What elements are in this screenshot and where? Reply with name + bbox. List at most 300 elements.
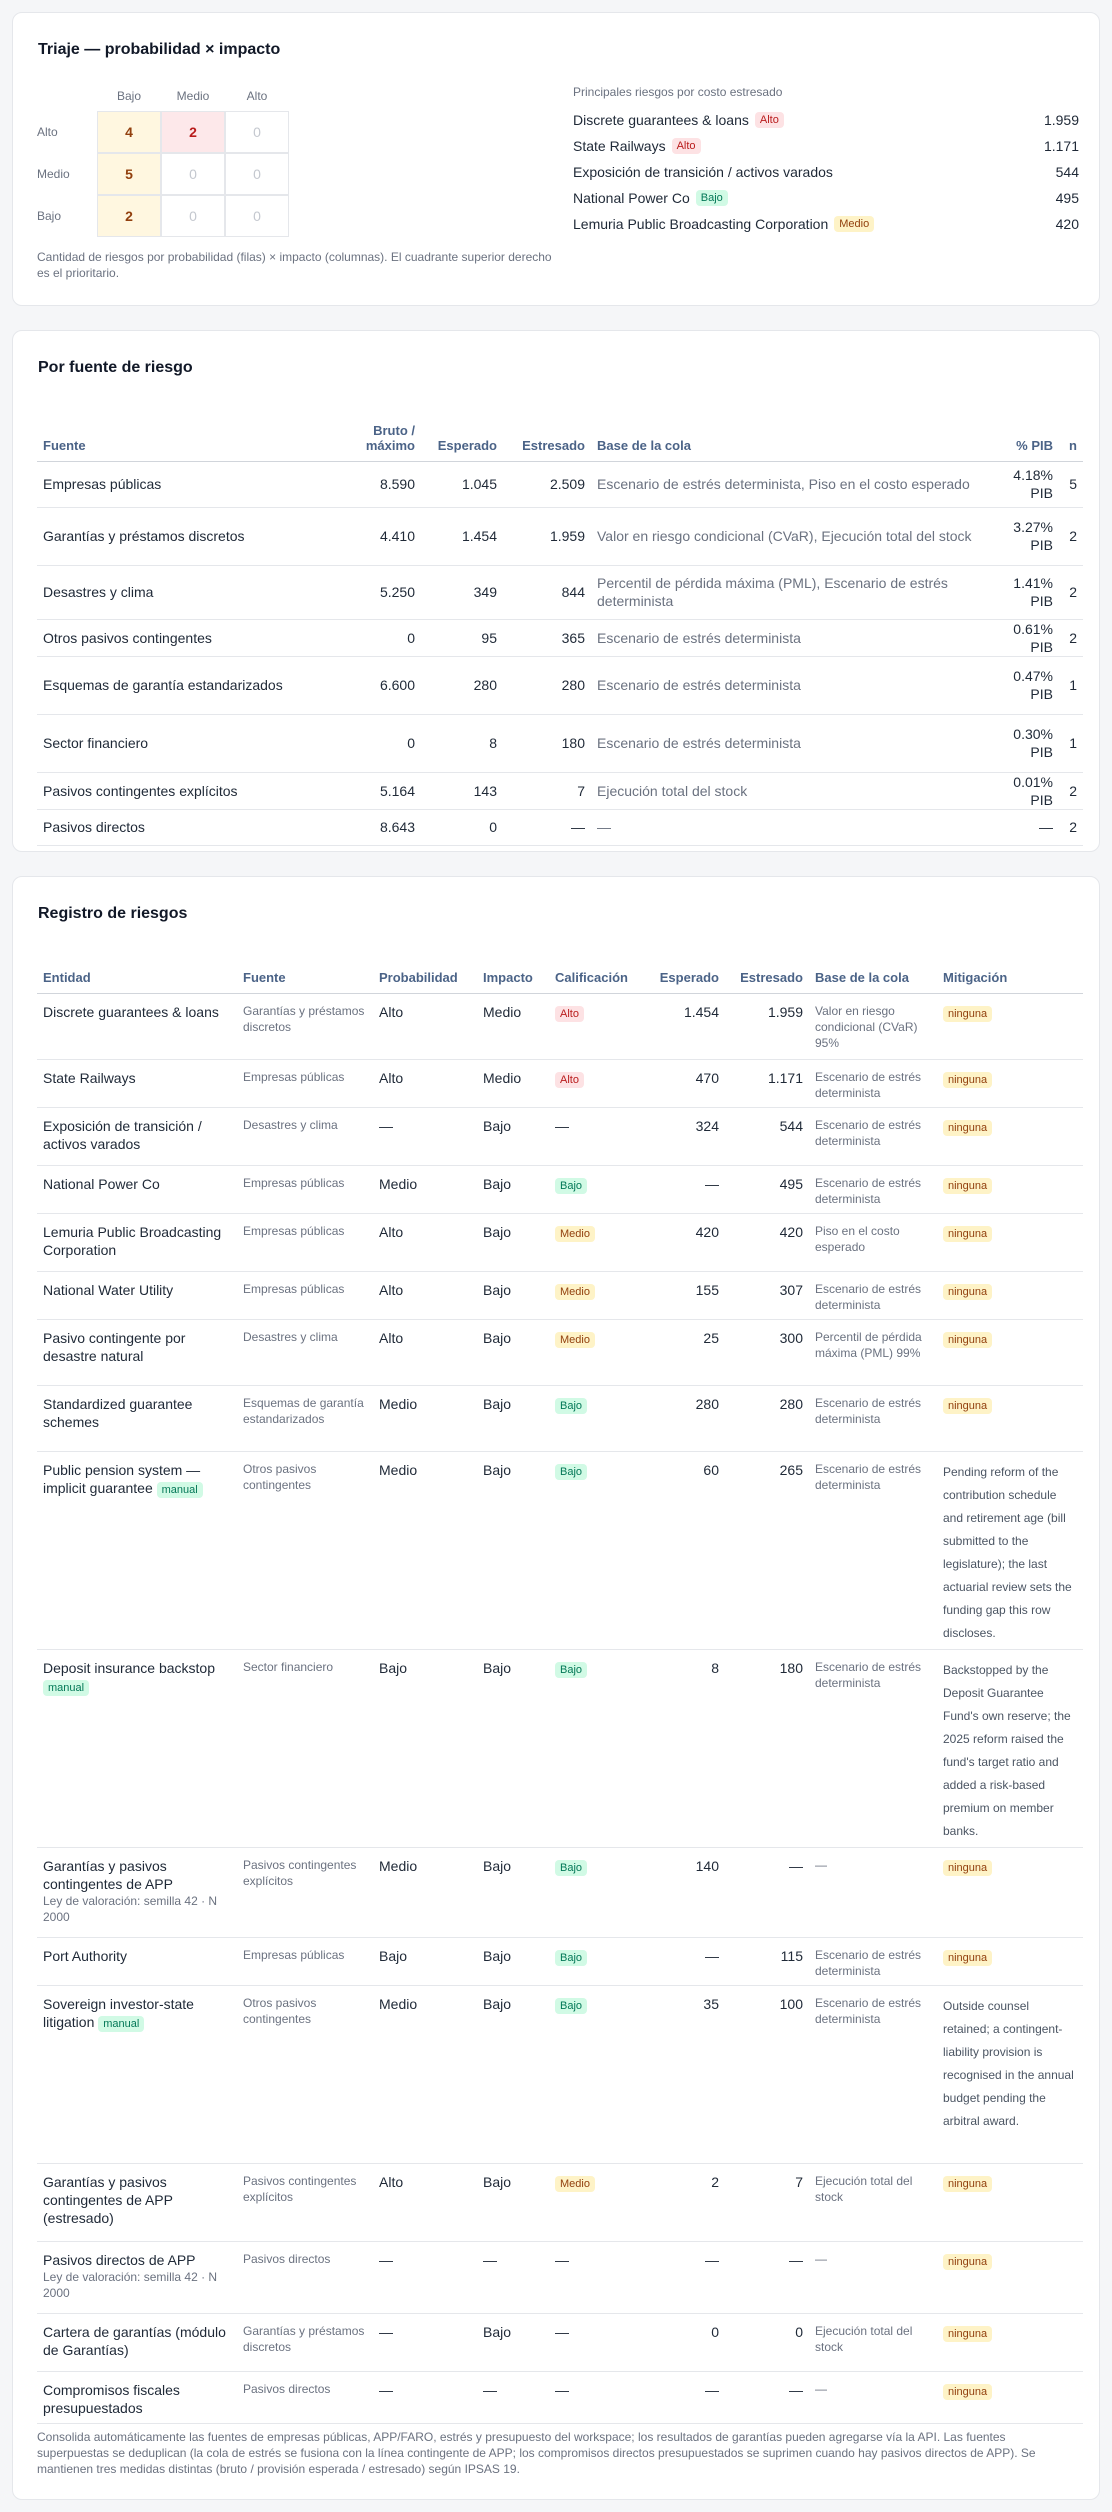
- top-risk-label: [573, 216, 874, 232]
- entity-name: Standardized guarantee schemes: [43, 1395, 193, 1430]
- table-row: [37, 565, 1083, 619]
- cell-estresado: 495: [725, 1165, 809, 1213]
- cell-mitigacion: [937, 993, 1083, 1059]
- rating-badge: Bajo: [555, 1662, 587, 1678]
- rating-badge: Bajo: [696, 190, 728, 206]
- table-row: [37, 2371, 1083, 2423]
- cell-impacto: Bajo: [477, 1213, 549, 1271]
- cell-impacto: Medio: [477, 993, 549, 1059]
- cell-fuente: [237, 2241, 373, 2313]
- cell-esperado: 143: [421, 772, 503, 809]
- cell-probabilidad: —: [373, 2371, 477, 2423]
- col-header-base: Base de la cola: [591, 417, 981, 461]
- mitigation-badge: ninguna: [943, 1332, 992, 1348]
- cell-fuente: [237, 1385, 373, 1451]
- entity-name: Cartera de garantías (módulo de Garantías): [43, 2323, 226, 2358]
- table-row: [37, 2241, 1083, 2313]
- cell-calificacion: [549, 2371, 645, 2423]
- cell-n: 2: [1059, 809, 1083, 845]
- cell-esperado: 95: [421, 619, 503, 656]
- rating-badge: Medio: [834, 216, 874, 232]
- cell-base: [809, 1059, 937, 1107]
- cell-fuente: [237, 1271, 373, 1319]
- manual-badge: manual: [43, 1680, 89, 1696]
- cell-calificacion: [549, 1319, 645, 1385]
- matrix-cell: 4: [97, 111, 161, 153]
- cell-probabilidad: Medio: [373, 1847, 477, 1937]
- source-name: Pasivos contingentes explícitos: [243, 2173, 357, 2204]
- cell-base: [809, 1271, 937, 1319]
- table-row: [37, 1271, 1083, 1319]
- cell-esperado: 280: [645, 1385, 725, 1451]
- cell-estresado: 365: [503, 619, 591, 656]
- tail-basis: Percentil de pérdida máxima (PML) 99%: [815, 1329, 922, 1360]
- cell-pib: 0.47% PIB: [981, 656, 1059, 714]
- cell-impacto: Bajo: [477, 1319, 549, 1385]
- top-risk-name: State Railways: [573, 138, 666, 154]
- cell-estresado: 1.171: [725, 1059, 809, 1107]
- cell-calificacion: [549, 2241, 645, 2313]
- cell-fuente: [237, 1213, 373, 1271]
- cell-bruto: 0: [337, 619, 421, 656]
- cell-impacto: —: [477, 2241, 549, 2313]
- cell-fuente: Empresas públicas: [37, 461, 337, 507]
- cell-base: [809, 1213, 937, 1271]
- mitigation-badge: ninguna: [943, 2384, 992, 2400]
- top-risk-label: [573, 138, 701, 154]
- cell-base: [809, 993, 937, 1059]
- tail-basis: Escenario de estrés determinista: [815, 1069, 922, 1100]
- rating-badge: Bajo: [555, 1178, 587, 1194]
- cell-mitigacion: [937, 1385, 1083, 1451]
- cell-fuente: [237, 1649, 373, 1847]
- cell-impacto: Bajo: [477, 1985, 549, 2163]
- cell-probabilidad: Medio: [373, 1985, 477, 2163]
- table-row: [37, 1165, 1083, 1213]
- matrix-col-header: Medio: [176, 89, 210, 103]
- tail-basis: Escenario de estrés determinista: [815, 1281, 922, 1312]
- col-header-base: Base de la cola: [809, 955, 937, 993]
- top-risk-value: 495: [1055, 190, 1079, 206]
- cell-n: 2: [1059, 565, 1083, 619]
- entity-name: Exposición de transición / activos varados: [43, 1117, 202, 1152]
- cell-pib: 0.61% PIB: [981, 619, 1059, 656]
- table-row: [37, 714, 1083, 772]
- tail-basis: Escenario de estrés determinista: [815, 1947, 922, 1978]
- table-row: [37, 461, 1083, 507]
- cell-estresado: 1.959: [503, 507, 591, 565]
- cell-estresado: 420: [725, 1213, 809, 1271]
- cell-probabilidad: Bajo: [373, 1649, 477, 1847]
- cell-impacto: Bajo: [477, 1107, 549, 1165]
- cell-probabilidad: —: [373, 2313, 477, 2371]
- cell-base: Ejecución total del stock: [591, 772, 981, 809]
- cell-n: 2: [1059, 507, 1083, 565]
- cell-estresado: 307: [725, 1271, 809, 1319]
- cell-base: [809, 1451, 937, 1649]
- cell-estresado: —: [725, 2371, 809, 2423]
- cell-base: Percentil de pérdida máxima (PML), Escenario de estrés determinista: [591, 565, 981, 619]
- cell-esperado: 470: [645, 1059, 725, 1107]
- cell-pib: 1.41% PIB: [981, 565, 1059, 619]
- cell-calificacion: [549, 1985, 645, 2163]
- rating-badge: Alto: [555, 1006, 584, 1022]
- cell-calificacion: [549, 2163, 645, 2241]
- cell-fuente: [237, 1165, 373, 1213]
- source-name: Sector financiero: [243, 1659, 334, 1674]
- cell-base: Valor en riesgo condicional (CVaR), Ejecución total del stock: [591, 507, 981, 565]
- cell-n: 1: [1059, 656, 1083, 714]
- matrix-caption: Cantidad de riesgos por probabilidad (filas) × impacto (columnas). El cuadrante superior derecho es el prioritario.: [37, 250, 552, 280]
- cell-base: [809, 2241, 937, 2313]
- cell-fuente: [237, 2371, 373, 2423]
- cell-entidad: [37, 1271, 237, 1319]
- tail-basis: Escenario de estrés determinista: [815, 1117, 922, 1148]
- table-row: [37, 1107, 1083, 1165]
- cell-calificacion: [549, 1271, 645, 1319]
- cell-esperado: —: [645, 2371, 725, 2423]
- source-name: Pasivos directos: [243, 2381, 331, 2396]
- cell-entidad: [37, 1937, 237, 1985]
- cell-fuente: Esquemas de garantía estandarizados: [37, 656, 337, 714]
- rating-badge: —: [555, 2381, 569, 2398]
- mitigation-text: Backstopped by the Deposit Guarantee Fund's own reserve; the 2025 reform raised the fund's target ratio and added a risk-based premium on member banks.: [943, 1662, 1071, 1838]
- cell-n: 1: [1059, 714, 1083, 772]
- cell-fuente: [237, 1985, 373, 2163]
- cell-calificacion: [549, 1451, 645, 1649]
- cell-impacto: Bajo: [477, 1165, 549, 1213]
- top-risk-item: [573, 133, 1079, 159]
- cell-fuente: [237, 1847, 373, 1937]
- cell-fuente: [237, 1451, 373, 1649]
- source-name: Empresas públicas: [243, 1069, 345, 1084]
- cell-entidad: [37, 1107, 237, 1165]
- cell-base: Escenario de estrés determinista: [591, 714, 981, 772]
- cell-impacto: Bajo: [477, 2313, 549, 2371]
- cell-esperado: 8: [645, 1649, 725, 1847]
- cell-esperado: 420: [645, 1213, 725, 1271]
- cell-fuente: Pasivos contingentes explícitos: [37, 772, 337, 809]
- table-row: [37, 1319, 1083, 1385]
- cell-impacto: Bajo: [477, 1451, 549, 1649]
- table-row: [37, 619, 1083, 656]
- cell-entidad: [37, 1059, 237, 1107]
- cell-entidad: [37, 1847, 237, 1937]
- triage-card: [12, 12, 1100, 306]
- source-title: Por fuente de riesgo: [38, 359, 193, 376]
- col-header-bruto: Bruto / máximo: [337, 417, 421, 461]
- source-name: Empresas públicas: [243, 1223, 345, 1238]
- table-row: [37, 1451, 1083, 1649]
- entity-name: Public pension system — implicit guarantee: [43, 1461, 201, 1496]
- matrix-cell: 0: [225, 111, 289, 153]
- mitigation-badge: ninguna: [943, 2254, 992, 2270]
- cell-base: [809, 1107, 937, 1165]
- cell-fuente: Pasivos directos: [37, 809, 337, 845]
- mitigation-badge: ninguna: [943, 1398, 992, 1414]
- cell-esperado: 280: [421, 656, 503, 714]
- cell-probabilidad: Alto: [373, 2163, 477, 2241]
- cell-pib: 3.27% PIB: [981, 507, 1059, 565]
- top-risk-label: [573, 190, 728, 206]
- table-row: [37, 1847, 1083, 1937]
- table-row: [37, 1059, 1083, 1107]
- cell-estresado: 180: [503, 714, 591, 772]
- cell-pib: 0.01% PIB: [981, 772, 1059, 809]
- rating-badge: Bajo: [555, 1860, 587, 1876]
- cell-esperado: 349: [421, 565, 503, 619]
- entity-name: Pasivos directos de APP: [43, 2251, 196, 2268]
- entity-name: Discrete guarantees & loans: [43, 1003, 219, 1020]
- cell-estresado: 544: [725, 1107, 809, 1165]
- cell-base: [809, 2313, 937, 2371]
- cell-esperado: 140: [645, 1847, 725, 1937]
- rating-badge: Medio: [555, 1284, 595, 1300]
- source-name: Pasivos contingentes explícitos: [243, 1857, 357, 1888]
- entity-name: Pasivo contingente por desastre natural: [43, 1329, 186, 1364]
- cell-esperado: 35: [645, 1985, 725, 2163]
- cell-esperado: 1.045: [421, 461, 503, 507]
- source-name: Empresas públicas: [243, 1175, 345, 1190]
- rating-badge: Medio: [555, 2176, 595, 2192]
- cell-mitigacion: [937, 2163, 1083, 2241]
- cell-entidad: [37, 1649, 237, 1847]
- entity-name: National Water Utility: [43, 1281, 174, 1298]
- entity-name: Lemuria Public Broadcasting Corporation: [43, 1223, 222, 1258]
- col-header-fuente: Fuente: [237, 955, 373, 993]
- mitigation-badge: ninguna: [943, 1120, 992, 1136]
- matrix-row-header: Medio: [37, 167, 70, 181]
- cell-base: [809, 1165, 937, 1213]
- cell-entidad: [37, 1319, 237, 1385]
- cell-base: Escenario de estrés determinista, Piso en el costo esperado: [591, 461, 981, 507]
- rating-badge: Alto: [672, 138, 701, 154]
- matrix-row-header: Bajo: [37, 209, 62, 223]
- rating-badge: Bajo: [555, 1950, 587, 1966]
- top-risk-item: [573, 107, 1079, 133]
- source-name: Empresas públicas: [243, 1281, 345, 1296]
- source-name: Garantías y préstamos discretos: [243, 2323, 365, 2354]
- matrix-cell: 2: [161, 111, 225, 153]
- mitigation-badge: ninguna: [943, 1284, 992, 1300]
- top-risk-name: Exposición de transición / activos varados: [573, 164, 833, 180]
- cell-fuente: [237, 2313, 373, 2371]
- table-row: [37, 1985, 1083, 2163]
- rating-badge: Bajo: [555, 1464, 587, 1480]
- cell-esperado: 2: [645, 2163, 725, 2241]
- cell-bruto: 5.250: [337, 565, 421, 619]
- top-risk-label: [573, 112, 784, 128]
- col-header-mitigacion: Mitigación: [937, 955, 1083, 993]
- cell-impacto: Bajo: [477, 1937, 549, 1985]
- top-risk-item: [573, 185, 1079, 211]
- entity-name: Port Authority: [43, 1947, 128, 1964]
- table-row: [37, 1213, 1083, 1271]
- top-risk-value: 420: [1055, 216, 1079, 232]
- cell-estresado: 100: [725, 1985, 809, 2163]
- matrix-cell: 0: [161, 153, 225, 195]
- cell-impacto: Bajo: [477, 1847, 549, 1937]
- triage-title: Triaje — probabilidad × impacto: [38, 41, 281, 58]
- cell-probabilidad: Alto: [373, 993, 477, 1059]
- cell-fuente: Sector financiero: [37, 714, 337, 772]
- cell-calificacion: [549, 2313, 645, 2371]
- cell-esperado: 155: [645, 1271, 725, 1319]
- valuation-law: Ley de valoración: semilla 42 · N 2000: [43, 1893, 218, 1924]
- cell-estresado: 0: [725, 2313, 809, 2371]
- cell-base: [809, 1937, 937, 1985]
- cell-esperado: —: [645, 2241, 725, 2313]
- cell-fuente: [237, 1937, 373, 1985]
- cell-esperado: 8: [421, 714, 503, 772]
- entity-name: Compromisos fiscales presupuestados: [43, 2381, 180, 2416]
- cell-estresado: 7: [725, 2163, 809, 2241]
- source-name: Garantías y préstamos discretos: [243, 1003, 365, 1034]
- cell-entidad: [37, 2371, 237, 2423]
- top-risks-list: [573, 85, 1079, 237]
- cell-mitigacion: [937, 1165, 1083, 1213]
- tail-basis: Escenario de estrés determinista: [815, 1995, 922, 2026]
- source-table: [37, 417, 1083, 846]
- col-header-esperado: Esperado: [421, 417, 503, 461]
- cell-mitigacion: [937, 1451, 1083, 1649]
- register-footnote: Consolida automáticamente las fuentes de empresas públicas, APP/FARO, estrés y presupuesto del workspace; los resultados de garantías pueden agregarse vía la API. Las fuentes superpuestas se deduplican (la cola de estrés se fusiona con la línea contingente de APP; los compromisos directos presupuestados se suprimen cuando hay pasivos directos de APP). Se mantienen tres medidas distintas (bruto / provisión esperada / estresado) según IPSAS 19.: [37, 2430, 1036, 2476]
- mitigation-text: Outside counsel retained; a contingent-liability provision is recognised in the annual budget pending the arbitral award.: [943, 1998, 1074, 2128]
- col-header-pib: % PIB: [981, 417, 1059, 461]
- cell-entidad: [37, 1165, 237, 1213]
- table-row: [37, 809, 1083, 845]
- cell-probabilidad: —: [373, 1107, 477, 1165]
- rating-badge: Medio: [555, 1332, 595, 1348]
- mitigation-badge: ninguna: [943, 1072, 992, 1088]
- cell-entidad: [37, 1985, 237, 2163]
- table-row: [37, 772, 1083, 809]
- cell-base: [809, 1985, 937, 2163]
- entity-name: State Railways: [43, 1069, 136, 1086]
- rating-badge: Bajo: [555, 1398, 587, 1414]
- cell-n: 5: [1059, 461, 1083, 507]
- mitigation-badge: ninguna: [943, 1860, 992, 1876]
- cell-calificacion: [549, 1847, 645, 1937]
- cell-mitigacion: [937, 2313, 1083, 2371]
- cell-n: 2: [1059, 772, 1083, 809]
- cell-mitigacion: [937, 2371, 1083, 2423]
- cell-impacto: Bajo: [477, 1271, 549, 1319]
- cell-mitigacion: [937, 1059, 1083, 1107]
- col-header-impacto: Impacto: [477, 955, 549, 993]
- cell-bruto: 6.600: [337, 656, 421, 714]
- entity-name: Garantías y pasivos contingentes de APP: [43, 1857, 173, 1892]
- source-name: Otros pasivos contingentes: [243, 1461, 317, 1492]
- source-name: Esquemas de garantía estandarizados: [243, 1395, 364, 1426]
- mitigation-badge: ninguna: [943, 1226, 992, 1242]
- cell-fuente: Desastres y clima: [37, 565, 337, 619]
- col-header-fuente: Fuente: [37, 417, 337, 461]
- cell-esperado: 25: [645, 1319, 725, 1385]
- top-risk-label: [573, 164, 833, 180]
- cell-estresado: 844: [503, 565, 591, 619]
- manual-badge: manual: [157, 1482, 203, 1498]
- cell-fuente: Garantías y préstamos discretos: [37, 507, 337, 565]
- cell-probabilidad: Medio: [373, 1451, 477, 1649]
- cell-estresado: 280: [503, 656, 591, 714]
- cell-pib: 0.30% PIB: [981, 714, 1059, 772]
- rating-badge: Medio: [555, 1226, 595, 1242]
- cell-pib: 4.18% PIB: [981, 461, 1059, 507]
- cell-base: —: [591, 809, 981, 845]
- cell-probabilidad: Alto: [373, 1271, 477, 1319]
- top-risk-name: Discrete guarantees & loans: [573, 112, 749, 128]
- col-header-entidad: Entidad: [37, 955, 237, 993]
- entity-name: Sovereign investor-state litigation: [43, 1995, 194, 2030]
- cell-estresado: 115: [725, 1937, 809, 1985]
- cell-calificacion: [549, 993, 645, 1059]
- cell-n: 2: [1059, 619, 1083, 656]
- table-row: [37, 993, 1083, 1059]
- matrix-cell: 0: [225, 153, 289, 195]
- tail-basis: —: [815, 2251, 827, 2266]
- cell-estresado: 1.959: [725, 993, 809, 1059]
- cell-base: [809, 1385, 937, 1451]
- cell-impacto: —: [477, 2371, 549, 2423]
- cell-base: [809, 1847, 937, 1937]
- cell-entidad: [37, 2313, 237, 2371]
- rating-badge: —: [555, 2251, 569, 2268]
- top-risk-item: [573, 159, 1079, 185]
- cell-probabilidad: Alto: [373, 1319, 477, 1385]
- cell-fuente: [237, 993, 373, 1059]
- cell-estresado: —: [503, 809, 591, 845]
- entity-name: National Power Co: [43, 1175, 160, 1192]
- col-header-estresado: Estresado: [503, 417, 591, 461]
- cell-esperado: 1.454: [421, 507, 503, 565]
- cell-estresado: —: [725, 2241, 809, 2313]
- cell-calificacion: [549, 1649, 645, 1847]
- col-header-probabilidad: Probabilidad: [373, 955, 477, 993]
- cell-impacto: Medio: [477, 1059, 549, 1107]
- mitigation-badge: ninguna: [943, 1178, 992, 1194]
- manual-badge: manual: [98, 2016, 144, 2032]
- cell-estresado: —: [725, 1847, 809, 1937]
- tail-basis: Piso en el costo esperado: [815, 1223, 900, 1254]
- table-row: [37, 1937, 1083, 1985]
- register-table: [37, 955, 1083, 2424]
- source-name: Otros pasivos contingentes: [243, 1995, 317, 2026]
- cell-bruto: 4.410: [337, 507, 421, 565]
- col-header-esperado: Esperado: [645, 955, 725, 993]
- cell-calificacion: [549, 1385, 645, 1451]
- top-risk-name: Lemuria Public Broadcasting Corporation: [573, 216, 829, 232]
- cell-entidad: [37, 1451, 237, 1649]
- cell-esperado: —: [645, 1165, 725, 1213]
- cell-base: Escenario de estrés determinista: [591, 619, 981, 656]
- tail-basis: Escenario de estrés determinista: [815, 1395, 922, 1426]
- rating-badge: —: [555, 1117, 569, 1134]
- cell-mitigacion: [937, 2241, 1083, 2313]
- matrix-cell: 0: [225, 195, 289, 237]
- entity-name: Garantías y pasivos contingentes de APP (estresado): [43, 2173, 173, 2226]
- cell-mitigacion: [937, 1271, 1083, 1319]
- cell-fuente: [237, 2163, 373, 2241]
- top-risk-name: National Power Co: [573, 190, 690, 206]
- cell-mitigacion: [937, 1649, 1083, 1847]
- cell-calificacion: [549, 1107, 645, 1165]
- valuation-law: Ley de valoración: semilla 42 · N 2000: [43, 2269, 218, 2300]
- cell-entidad: [37, 2163, 237, 2241]
- source-name: Pasivos directos: [243, 2251, 331, 2266]
- cell-bruto: 5.164: [337, 772, 421, 809]
- mitigation-badge: ninguna: [943, 1950, 992, 1966]
